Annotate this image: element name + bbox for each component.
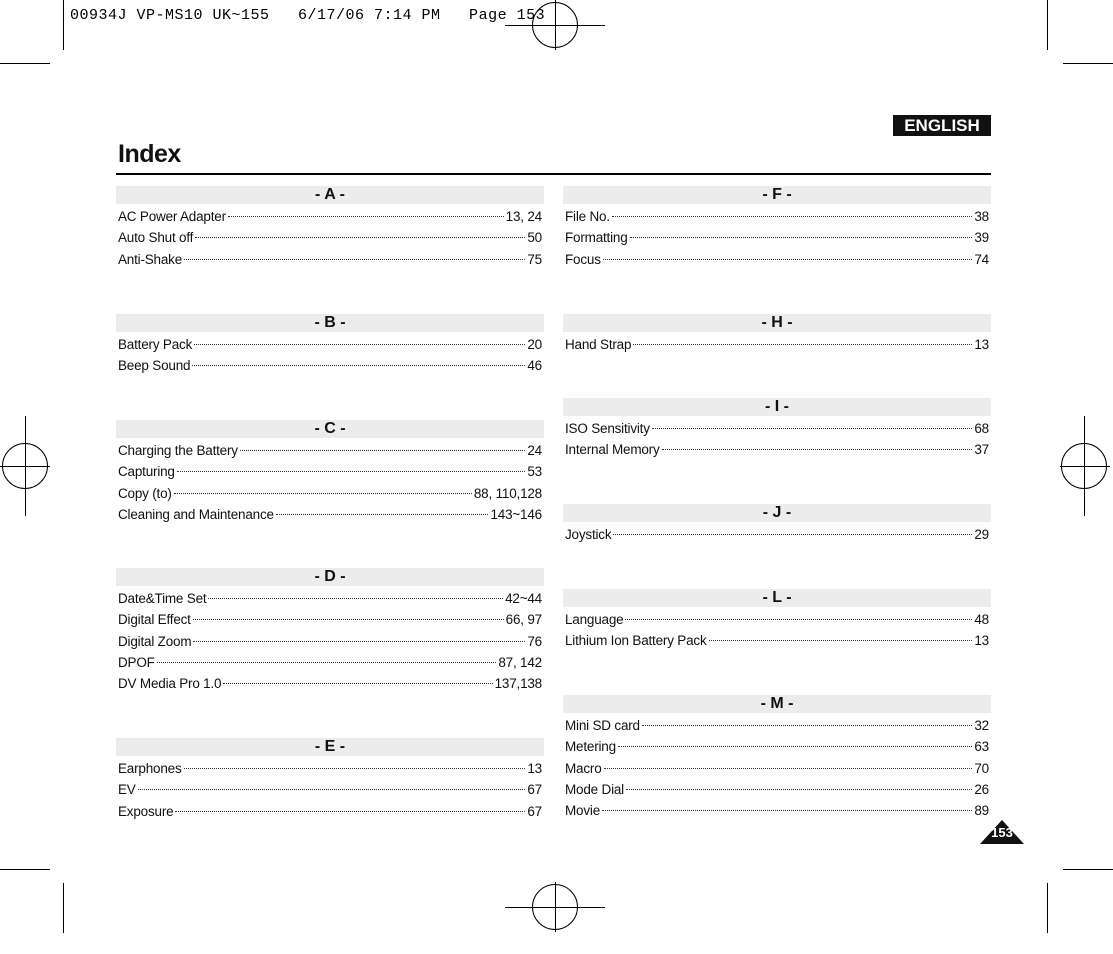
section-letter: - B - — [116, 314, 544, 332]
index-entry: Capturing 53 — [118, 464, 542, 480]
title-rule — [116, 173, 991, 175]
index-entry: Language 48 — [565, 612, 989, 627]
section-letter: - I - — [563, 398, 991, 416]
index-entry: Digital Effect 66, 97 — [118, 612, 542, 628]
index-entry: ISO Sensitivity 68 — [565, 421, 989, 436]
index-entry: Exposure 67 — [118, 803, 542, 819]
index-entry: Lithium Ion Battery Pack 13 — [565, 633, 989, 649]
index-entry: AC Power Adapter 13, 24 — [118, 209, 542, 224]
index-entry: Internal Memory 37 — [565, 442, 989, 458]
index-entry: EV 67 — [118, 782, 542, 798]
index-section-d — [116, 568, 544, 694]
page-number: 153 — [991, 825, 1013, 840]
index-entry: DPOF 87, 142 — [118, 654, 542, 670]
index-entry: Cleaning and Maintenance 143~146 — [118, 506, 542, 522]
index-entry: DV Media Pro 1.0 137,138 — [118, 676, 542, 692]
index-entry: Joystick 29 — [565, 527, 989, 542]
index-section-a — [116, 186, 544, 270]
index-section-m — [563, 695, 991, 821]
page-number-badge — [980, 820, 1024, 844]
print-slug: 00934J VP-MS10 UK~155 6/17/06 7:14 PM Page 153 — [70, 7, 546, 24]
index-section-i — [563, 398, 991, 461]
section-letter: - A - — [116, 186, 544, 204]
index-entry: Earphones 13 — [118, 761, 542, 776]
index-entry: Focus 74 — [565, 251, 989, 267]
section-letter: - M - — [563, 695, 991, 713]
index-section-j — [563, 504, 991, 545]
index-entry: Metering 63 — [565, 739, 989, 755]
index-entry: Digital Zoom 76 — [118, 633, 542, 649]
index-section-e — [116, 738, 544, 822]
index-entry: Beep Sound 46 — [118, 358, 542, 374]
index-section-f — [563, 186, 991, 270]
index-entry: Copy (to) 88, 110,128 — [118, 485, 542, 501]
index-entry: Date&Time Set 42~44 — [118, 591, 542, 606]
index-entry: Mini SD card 32 — [565, 718, 989, 733]
index-section-c — [116, 420, 544, 525]
language-tab: ENGLISH — [893, 115, 991, 136]
index-entry: Anti-Shake 75 — [118, 251, 542, 267]
index-entry: Macro 70 — [565, 760, 989, 776]
section-letter: - H - — [563, 314, 991, 332]
index-entry: Formatting 39 — [565, 230, 989, 246]
section-letter: - C - — [116, 420, 544, 438]
section-letter: - J - — [563, 504, 991, 522]
index-entry: File No. 38 — [565, 209, 989, 224]
index-section-l — [563, 589, 991, 652]
index-section-h — [563, 314, 991, 355]
index-entry: Auto Shut off 50 — [118, 230, 542, 246]
index-entry: Movie 89 — [565, 803, 989, 819]
section-letter: - E - — [116, 738, 544, 756]
index-entry: Mode Dial 26 — [565, 781, 989, 797]
section-letter: - F - — [563, 186, 991, 204]
index-entry: Hand Strap 13 — [565, 337, 989, 352]
section-letter: - L - — [563, 589, 991, 607]
index-section-b — [116, 314, 544, 377]
index-entry: Battery Pack 20 — [118, 337, 542, 352]
page-title: Index — [118, 140, 181, 168]
index-entry: Charging the Battery 24 — [118, 443, 542, 458]
section-letter: - D - — [116, 568, 544, 586]
